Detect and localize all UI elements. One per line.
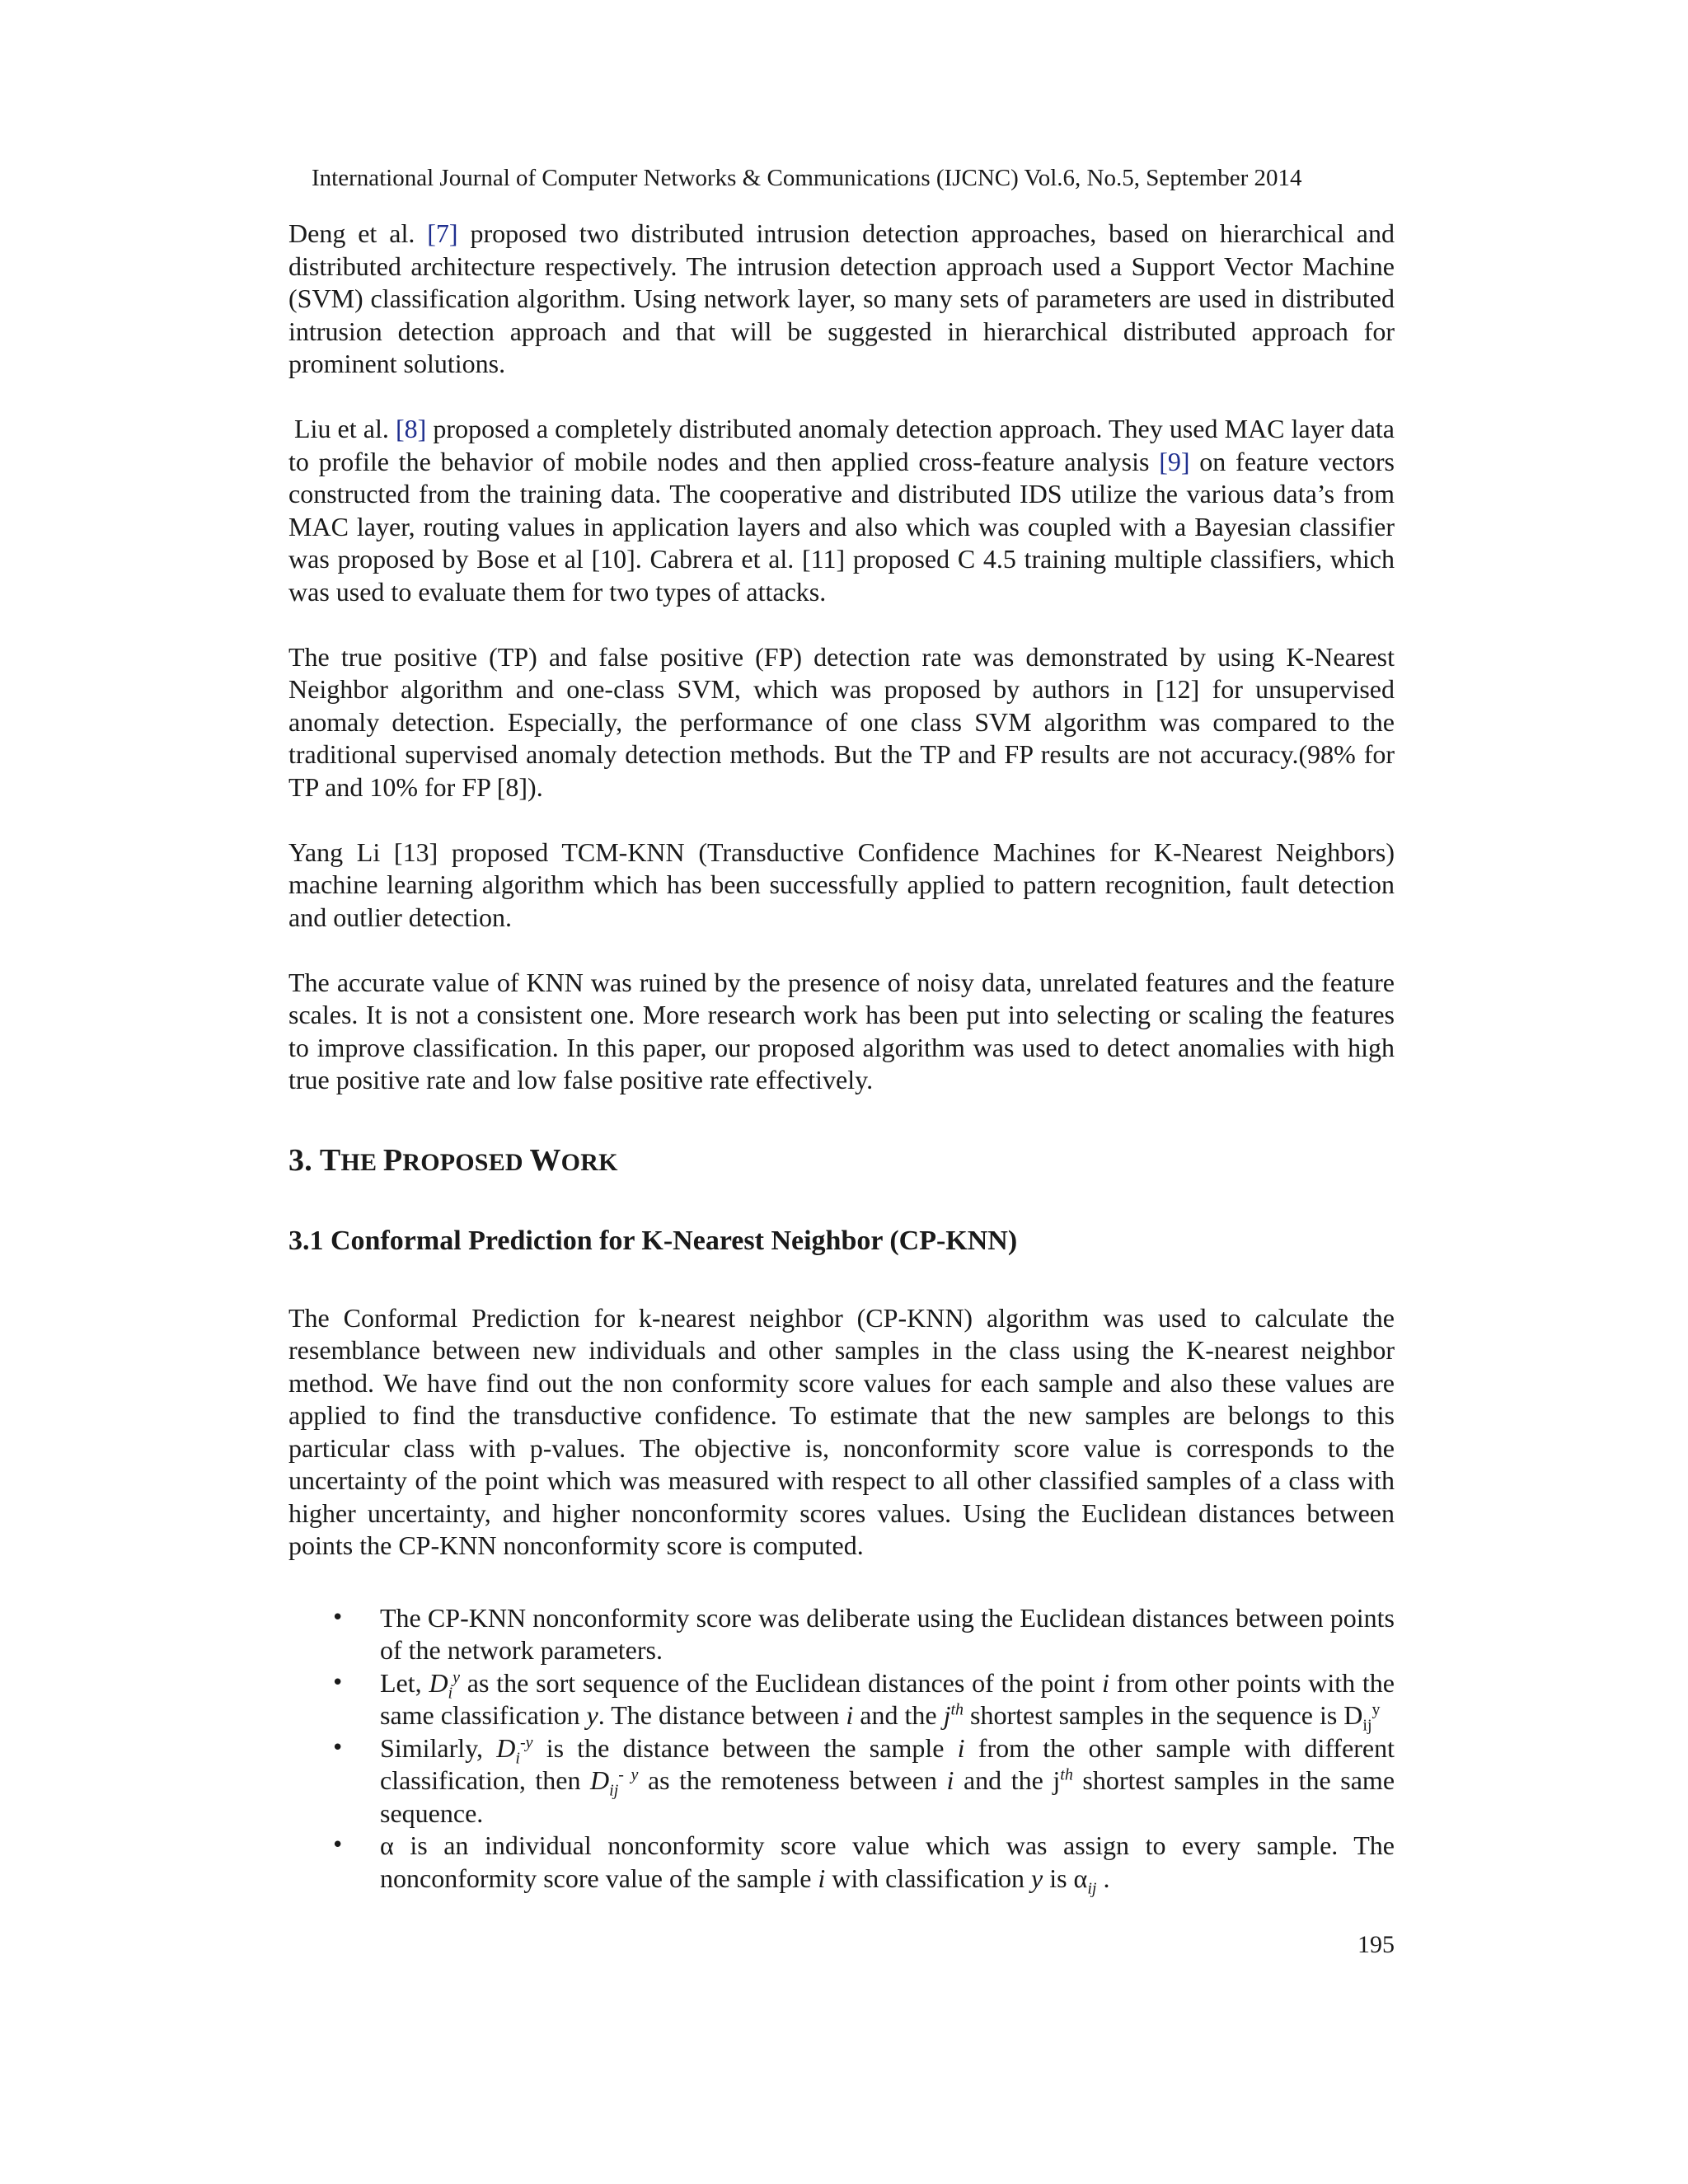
math-subscript: i (515, 1748, 520, 1767)
text-run: ROPOSED (402, 1148, 530, 1176)
text-run: W (529, 1142, 561, 1178)
math-superscript: - y (618, 1765, 639, 1784)
math-symbol: y (1031, 1863, 1043, 1893)
text-run: and the j (954, 1765, 1061, 1795)
math-subscript: ij (609, 1781, 619, 1800)
citation-link-7[interactable]: [7] (427, 218, 458, 248)
text-run: 3. (288, 1142, 320, 1178)
text-run: shortest samples in the same sequence. (380, 1765, 1395, 1828)
math-subscript: i (448, 1683, 453, 1702)
math-symbol: D (590, 1765, 610, 1795)
math-superscript: y (452, 1667, 460, 1686)
text-run: with classification (825, 1863, 1031, 1893)
text-run: as the remoteness between (638, 1765, 947, 1795)
text-run: on feature vectors constructed from the training data. The cooperative and distributed IDS utilize the various data’s from MAC layer, routing values in application layers and also which was coupled with a Bayesian classifier was proposed by Bose et al [10]. Cabrera et al. [11] proposed C 4.5 training multiple classifiers, which was used to evaluate them for two types of attacks. (288, 446, 1395, 607)
math-symbol: j (943, 1700, 951, 1730)
paragraph-knn-accuracy: The accurate value of KNN was ruined by the presence of noisy data, unrelated features and the feature scales. It is not a consistent one. More research work has been put into selecting or scaling the features to improve classification. In this paper, our proposed algorithm was used to detect anomalies with high true positive rate and low false positive rate effectively. (288, 967, 1395, 1094)
paragraph-tp-fp: The true positive (TP) and false positive (FP) detection rate was demonstrated by using K-Nearest Neighbor algorithm and one-class SVM, which was proposed by authors in [12] for unsupervised anomaly detection. Especially, the performance of one class SVM algorithm was compared to the traditional supervised anomaly detection methods. But the TP and FP results are not accuracy.(98% for TP and 10% for FP [8]). (288, 641, 1395, 802)
bullet-marker: • (331, 1833, 345, 1858)
text-run: as the sort sequence of the Euclidean distances of the point (460, 1667, 1102, 1698)
text-run: is α (1043, 1863, 1088, 1893)
bullet-marker: • (331, 1605, 345, 1630)
page-number: 195 (1357, 1931, 1395, 1958)
math-superscript: y (1372, 1700, 1381, 1719)
list-item (288, 1732, 1395, 1830)
text-run: T (319, 1142, 341, 1178)
text-run: ORK (560, 1148, 618, 1176)
text-run: α is an individual nonconformity score value which was assign to every sample. The nonconformity score value of the sample (380, 1830, 1395, 1893)
text-run: . The distance between (598, 1700, 846, 1730)
paragraph-yang-li: Yang Li [13] proposed TCM-KNN (Transductive Confidence Machines for K-Nearest Neighbors) machine learning algorithm which has been successfully applied to pattern recognition, fault detection and outlier detection. (288, 837, 1395, 932)
math-symbol: i (946, 1765, 954, 1795)
math-superscript: th (1060, 1765, 1073, 1784)
math-symbol: D (429, 1667, 448, 1698)
text-run: proposed two distributed intrusion detection approaches, based on hierarchical and distributed architecture respectively. The intrusion detection approach used a Support Vector Machine (SVM) classification algorithm. Using network layer, so many sets of parameters are used in distributed intrusion detection approach and that will be suggested in hierarchical distributed approach for prominent solutions. (288, 218, 1395, 378)
math-superscript: -y (519, 1732, 533, 1751)
math-symbol: y (586, 1700, 598, 1730)
math-symbol: D (496, 1732, 516, 1763)
text-run: Similarly, (380, 1732, 497, 1763)
text-run: Let, (380, 1667, 429, 1698)
text-run: Deng et al. (288, 218, 428, 248)
bullet-list (288, 1602, 1395, 1896)
text-run: The CP-KNN nonconformity score was deliberate using the Euclidean distances between points of the network parameters. (380, 1602, 1395, 1665)
paragraph-liu (288, 413, 1395, 608)
math-subscript: ij (1087, 1878, 1097, 1897)
text-run: and the (853, 1700, 944, 1730)
math-subscript: ij (1362, 1716, 1372, 1735)
section-heading-proposed-work (288, 1141, 1395, 1182)
list-item (288, 1830, 1395, 1895)
text-run: HE (340, 1148, 383, 1176)
text-run: Liu et al. (294, 414, 396, 443)
text-run: is the distance between the sample (532, 1732, 958, 1763)
text-run: proposed a completely distributed anomaly detection approach. They used MAC layer data to profile the behavior of mobile nodes and then applied cross-feature analysis (288, 414, 1395, 476)
math-symbol: i (846, 1700, 854, 1730)
list-item (288, 1667, 1395, 1735)
bullet-marker: • (331, 1735, 345, 1760)
list-item (288, 1602, 1395, 1667)
bullet-marker: • (331, 1670, 345, 1695)
paragraph-deng (288, 218, 1395, 381)
math-superscript: th (950, 1700, 964, 1719)
text-run: . (1096, 1863, 1110, 1893)
citation-link-9[interactable]: [9] (1159, 446, 1190, 476)
math-symbol: i (818, 1863, 826, 1893)
text-run: shortest samples in the sequence is D (964, 1700, 1363, 1730)
running-header: International Journal of Computer Networks & Communications (IJCNC) Vol.6, No.5, September 2014 (312, 165, 1302, 191)
citation-link-8[interactable]: [8] (395, 414, 427, 443)
text-run: from the other sample with different classification, then (380, 1732, 1395, 1795)
paragraph-cp-knn-intro: The Conformal Prediction for k-nearest neighbor (CP-KNN) algorithm was used to calculate the resemblance between new individuals and other samples in the class using the K-nearest neighbor method. We have find out the non conformity score values for each sample and also these values are applied to find the transductive confidence. To estimate that the new samples are belongs to this particular class with p-values. The objective is, nonconformity score value is corresponds to the uncertainty of the point which was measured with respect to all other classified samples of a class with higher uncertainty, and higher nonconformity scores values. Using the Euclidean distances between points the CP-KNN nonconformity score is computed. (288, 1302, 1395, 1560)
math-symbol: i (1102, 1667, 1109, 1698)
page-body (288, 218, 1395, 1895)
text-run: from other points with the same classification (380, 1667, 1395, 1730)
math-symbol: i (957, 1732, 965, 1763)
text-run: P (382, 1142, 403, 1178)
subsection-heading-cp-knn: 3.1 Conformal Prediction for K-Nearest Neighbor (CP-KNN) (288, 1225, 1018, 1256)
